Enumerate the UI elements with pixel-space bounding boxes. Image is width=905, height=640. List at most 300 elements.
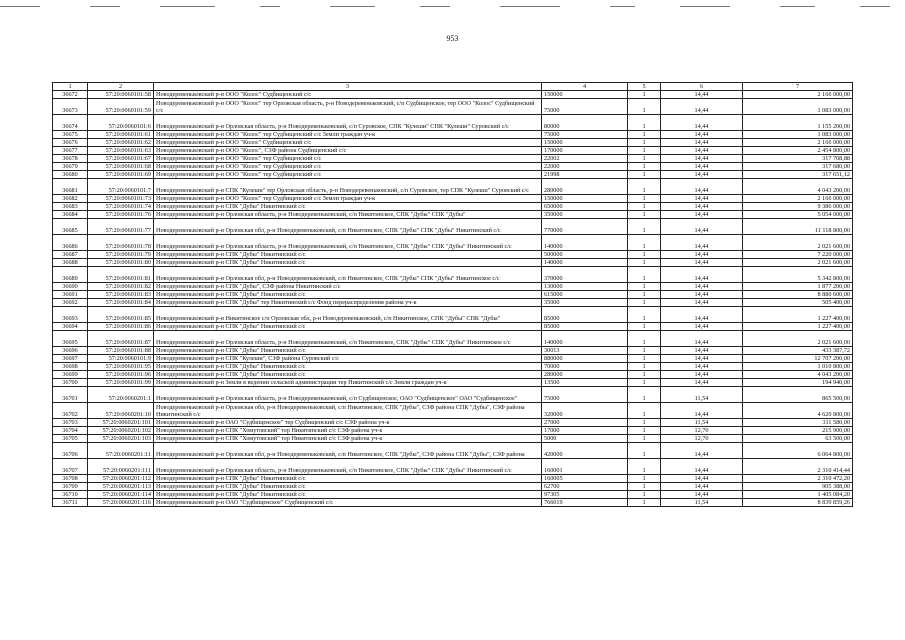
cadastral-number: 57:20:0060101:76 — [88, 211, 154, 219]
row-number: 36695 — [53, 331, 88, 347]
rate-value: 14,44 — [661, 235, 743, 251]
location-address: Новодеревеньковский р-н СПК "Дубы" Никитинский с/с — [154, 491, 542, 499]
rate-value: 14,44 — [661, 171, 743, 179]
rate-value: 14,44 — [661, 131, 743, 139]
location-address: Новодеревеньковский р-н СПК "Дубы" Никитинский с/с — [154, 203, 542, 211]
table-row — [53, 251, 853, 259]
table-row — [53, 211, 853, 219]
table-row — [53, 99, 853, 115]
table-row — [53, 259, 853, 267]
rate-value: 14,44 — [661, 403, 743, 419]
location-address: Новодеревеньковский р-н Орловская обл, р-н Новодеревеньковский, с/п Никитинское, СПК "Дубы" СПК "Дубы" Никитинское с/с — [154, 267, 542, 283]
cadastral-cost: 317 651,12 — [743, 171, 853, 179]
count-value: 1 — [628, 331, 661, 347]
area-value: 160005 — [542, 475, 628, 483]
cadastral-number: 57:20:0060101:74 — [88, 203, 154, 211]
location-address: Новодеревеньковский р-н СПК "Дубы", СЗФ района Никитинский с/с — [154, 283, 542, 291]
location-address: Новодеревеньковский р-н Земли в ведении сельской администрации тер Никитинский с/с Земли граждан уч-к — [154, 379, 542, 387]
count-value: 1 — [628, 427, 661, 435]
cadastral-cost: 1 083 000,00 — [743, 99, 853, 115]
page-number: 953 — [446, 34, 459, 43]
location-address: Новодеревеньковский р-н ООО "Колос" тер Орловская область, р-н Новодеревеньковский, с/п Судбищенское, тер ООО "Колос" Судбищенский с/с — [154, 99, 542, 115]
location-address: Новодеревеньковский р-н Орловская область, р-н Новодеревеньковский, с/п Никитинское, СПК "Дубы" СПК "Дубы" Никитинский с/с — [154, 459, 542, 475]
column-header: 4 — [542, 83, 628, 91]
cadastral-number: 57:20:0060101:67 — [88, 155, 154, 163]
area-value: 170000 — [542, 147, 628, 155]
row-number: 36705 — [53, 435, 88, 443]
location-address: Новодеревеньковский р-н Орловская обл, р-н Новодеревеньковский, с/п Никитинское, СПК "Дубы" СПК "Дубы" Никитинский с/с — [154, 219, 542, 235]
scan-edge-artifact — [0, 0, 905, 14]
cadastral-number: 57:20:0060101:83 — [88, 291, 154, 299]
count-value: 1 — [628, 403, 661, 419]
rate-value: 14,44 — [661, 475, 743, 483]
table-row — [53, 499, 853, 507]
row-number: 36702 — [53, 403, 88, 419]
cadastral-number: 57:20:0060101:78 — [88, 235, 154, 251]
cadastral-number: 57:20:0060101:59 — [88, 99, 154, 115]
count-value: 1 — [628, 483, 661, 491]
row-number: 36701 — [53, 387, 88, 403]
table-row — [53, 219, 853, 235]
row-number: 36672 — [53, 91, 88, 99]
count-value: 1 — [628, 363, 661, 371]
area-value: 21998 — [542, 171, 628, 179]
location-address: Новодеревеньковский р-н СПК "Дубы" Никитинский с/с — [154, 363, 542, 371]
table-row — [53, 163, 853, 171]
cadastral-number: 57:20:0060201:113 — [88, 483, 154, 491]
cadastral-cost: 865 500,00 — [743, 387, 853, 403]
count-value: 1 — [628, 291, 661, 299]
area-value: 880000 — [542, 355, 628, 363]
cadastral-cost: 8 880 600,00 — [743, 291, 853, 299]
table-row — [53, 459, 853, 475]
cadastral-cost: 2 310 472,20 — [743, 475, 853, 483]
row-number: 36706 — [53, 443, 88, 459]
area-value: 280000 — [542, 371, 628, 379]
count-value: 1 — [628, 195, 661, 203]
row-number: 36704 — [53, 427, 88, 435]
cadastral-cost: 63 500,00 — [743, 435, 853, 443]
count-value: 1 — [628, 283, 661, 291]
row-number: 36709 — [53, 483, 88, 491]
row-number: 36674 — [53, 115, 88, 131]
count-value: 1 — [628, 139, 661, 147]
count-value: 1 — [628, 387, 661, 403]
location-address: Новодеревеньковский р-н СПК "Дубы" Никитинский с/с — [154, 371, 542, 379]
row-number: 36692 — [53, 299, 88, 307]
rate-value: 14,44 — [661, 363, 743, 371]
cadastral-number: 57:20:0060101:99 — [88, 379, 154, 387]
row-number: 36679 — [53, 163, 88, 171]
table-row — [53, 419, 853, 427]
area-value: 70000 — [542, 363, 628, 371]
area-value: 85000 — [542, 323, 628, 331]
rate-value: 14,44 — [661, 203, 743, 211]
table-row — [53, 139, 853, 147]
count-value: 1 — [628, 323, 661, 331]
table-row — [53, 179, 853, 195]
row-number: 36710 — [53, 491, 88, 499]
location-address: Новодеревеньковский р-н СПК "Хомутовский" тер Никитинский с/с СЗФ района уч-к — [154, 435, 542, 443]
row-number: 36711 — [53, 499, 88, 507]
cadastral-number: 57:20:0060101:87 — [88, 331, 154, 347]
area-value: 85000 — [542, 307, 628, 323]
table-row — [53, 363, 853, 371]
rate-value: 14,44 — [661, 483, 743, 491]
count-value: 1 — [628, 459, 661, 475]
count-value: 1 — [628, 419, 661, 427]
row-number: 36683 — [53, 203, 88, 211]
table-row — [53, 91, 853, 99]
table-row — [53, 195, 853, 203]
rate-value: 14,44 — [661, 211, 743, 219]
cadastral-cost: 1 877 200,00 — [743, 283, 853, 291]
cadastral-cost: 1 227 400,00 — [743, 307, 853, 323]
area-value: 320000 — [542, 403, 628, 419]
count-value: 1 — [628, 491, 661, 499]
location-address: Новодеревеньковский р-н Никитинское с/п Орловская обл, р-н Новодеревеньковский, с/п Никитинское, СПК "Дубы" СПК "Дубы" — [154, 307, 542, 323]
row-number: 36677 — [53, 147, 88, 155]
area-value: 615000 — [542, 291, 628, 299]
location-address: Новодеревеньковский р-н СПК "Дубы" Никитинский с/с — [154, 323, 542, 331]
area-value: 75000 — [542, 387, 628, 403]
area-value: 150000 — [542, 195, 628, 203]
count-value: 1 — [628, 379, 661, 387]
rate-value: 14,44 — [661, 459, 743, 475]
area-value: 770000 — [542, 219, 628, 235]
row-number: 36693 — [53, 307, 88, 323]
area-value: 370000 — [542, 267, 628, 283]
column-header: 5 — [628, 83, 661, 91]
rate-value: 14,44 — [661, 491, 743, 499]
cadastral-number: 57:20:0060101:96 — [88, 371, 154, 379]
location-address: Новодеревеньковский р-н СПК "Кулеши" тер Орловская область, р-н Новодеревеньковский, с/п Суровское, тер СПК "Кулеши" Суровский с/с — [154, 179, 542, 195]
row-number: 36703 — [53, 419, 88, 427]
table-row — [53, 331, 853, 347]
count-value: 1 — [628, 91, 661, 99]
rate-value: 11,54 — [661, 387, 743, 403]
location-address: Новодеревеньковский р-н СПК "Дубы" Никитинский с/с — [154, 291, 542, 299]
table-row — [53, 387, 853, 403]
area-value: 280000 — [542, 179, 628, 195]
rate-value: 14,44 — [661, 115, 743, 131]
cadastral-number: 57:20:0060101:63 — [88, 147, 154, 155]
area-value: 80000 — [542, 115, 628, 131]
cadastral-cost: 317 708,88 — [743, 155, 853, 163]
area-value: 35000 — [542, 299, 628, 307]
cadastral-cost: 2 021 600,00 — [743, 331, 853, 347]
row-number: 36675 — [53, 131, 88, 139]
location-address: Новодеревеньковский р-н Орловская область, р-н Новодеревеньковский, с/п Судбищенское, ОАО "Судбищенское" ОАО "Судбищенское" — [154, 387, 542, 403]
table-row — [53, 443, 853, 459]
table-row — [53, 323, 853, 331]
cadastral-cost: 8 839 859,26 — [743, 499, 853, 507]
count-value: 1 — [628, 171, 661, 179]
table-row — [53, 347, 853, 355]
area-value: 150000 — [542, 91, 628, 99]
count-value: 1 — [628, 371, 661, 379]
count-value: 1 — [628, 435, 661, 443]
location-address: Новодеревеньковский р-н СПК "Дубы" Никитинский с/с — [154, 347, 542, 355]
table-row — [53, 307, 853, 323]
row-number: 36680 — [53, 171, 88, 179]
table-row — [53, 483, 853, 491]
cadastral-number: 57:20:0060101:95 — [88, 363, 154, 371]
row-number: 36678 — [53, 155, 88, 163]
count-value: 1 — [628, 499, 661, 507]
row-number: 36697 — [53, 355, 88, 363]
table-row — [53, 291, 853, 299]
cadastral-number: 57:20:0060101:9 — [88, 355, 154, 363]
table-row — [53, 203, 853, 211]
area-value: 22002 — [542, 155, 628, 163]
count-value: 1 — [628, 179, 661, 195]
row-number: 36699 — [53, 371, 88, 379]
cadastral-cost: 2 021 600,00 — [743, 235, 853, 251]
cadastral-cost: 4 043 200,00 — [743, 371, 853, 379]
rate-value: 14,44 — [661, 283, 743, 291]
cadastral-number: 57:20:0060101:80 — [88, 259, 154, 267]
count-value: 1 — [628, 443, 661, 459]
cadastral-number: 57:20:0060201:111 — [88, 459, 154, 475]
area-value: 140000 — [542, 331, 628, 347]
area-value: 350000 — [542, 211, 628, 219]
location-address: Новодеревеньковский р-н ООО "Колос" тер Судбищенский с/с — [154, 171, 542, 179]
rate-value: 14,44 — [661, 139, 743, 147]
rate-value: 14,44 — [661, 267, 743, 283]
cadastral-number: 57:20:0060101:85 — [88, 307, 154, 323]
rate-value: 14,44 — [661, 379, 743, 387]
location-address: Новодеревеньковский р-н СПК "Хомутовский" тер Никитинский с/с СЗФ района уч-к — [154, 427, 542, 435]
cadastral-number: 57:20:0060101:82 — [88, 283, 154, 291]
area-value: 5000 — [542, 435, 628, 443]
location-address: Новодеревеньковский р-н СПК "Кулеши", СЗФ района Суровский с/с — [154, 355, 542, 363]
table-row — [53, 475, 853, 483]
table-row — [53, 355, 853, 363]
area-value: 97305 — [542, 491, 628, 499]
cadastral-number: 57:20:0060101:77 — [88, 219, 154, 235]
count-value: 1 — [628, 355, 661, 363]
table-row — [53, 283, 853, 291]
rate-value: 14,44 — [661, 291, 743, 299]
rate-value: 14,44 — [661, 251, 743, 259]
cadastral-number: 57:20:0060101:84 — [88, 299, 154, 307]
area-value: 75000 — [542, 99, 628, 115]
table-row — [53, 491, 853, 499]
rate-value: 14,44 — [661, 331, 743, 347]
count-value: 1 — [628, 259, 661, 267]
cadastral-number: 57:20:0060201:101 — [88, 419, 154, 427]
table-row — [53, 171, 853, 179]
count-value: 1 — [628, 347, 661, 355]
rate-value: 14,44 — [661, 371, 743, 379]
cadastral-number: 57:20:0060101:79 — [88, 251, 154, 259]
count-value: 1 — [628, 203, 661, 211]
table-row — [53, 379, 853, 387]
cadastral-cost: 905 388,00 — [743, 483, 853, 491]
count-value: 1 — [628, 211, 661, 219]
row-number: 36687 — [53, 251, 88, 259]
row-number: 36689 — [53, 267, 88, 283]
cadastral-number: 57:20:0060101:81 — [88, 267, 154, 283]
cadastral-number: 57:20:0060101:73 — [88, 195, 154, 203]
location-address: Новодеревеньковский р-н СПК "Дубы" Никитинский с/с — [154, 483, 542, 491]
table-row — [53, 147, 853, 155]
cadastral-number: 57:20:0060101:88 — [88, 347, 154, 355]
area-value: 130000 — [542, 283, 628, 291]
row-number: 36694 — [53, 323, 88, 331]
rate-value: 12,70 — [661, 435, 743, 443]
row-number: 36708 — [53, 475, 88, 483]
rate-value: 14,44 — [661, 323, 743, 331]
area-value: 140000 — [542, 235, 628, 251]
rate-value: 14,44 — [661, 307, 743, 323]
row-number: 36682 — [53, 195, 88, 203]
location-address: Новодеревеньковский р-н СПК "Дубы" Никитинский с/с — [154, 251, 542, 259]
area-value: 140000 — [542, 259, 628, 267]
cadastral-number: 57:20:0060201:116 — [88, 499, 154, 507]
location-address: Новодеревеньковский р-н ООО "Колос" тер Судбищенский с/с — [154, 163, 542, 171]
row-number: 36673 — [53, 99, 88, 115]
location-address: Новодеревеньковский р-н Орловская обл, р-н Новодеревеньковский, с/п Никитинское, СПК "Дубы", СЗФ района СПК "Дубы", СЗФ района — [154, 443, 542, 459]
area-value: 13500 — [542, 379, 628, 387]
location-address: Новодеревеньковский р-н ООО "Колос" тер Судбищенский с/с Земли граждан уч-к — [154, 195, 542, 203]
cadastral-cost: 5 054 000,00 — [743, 211, 853, 219]
cadastral-cost: 505 400,00 — [743, 299, 853, 307]
location-address: Новодеревеньковский р-н ООО "Колос" Судбищенский с/с — [154, 139, 542, 147]
cadastral-cost: 2 166 000,00 — [743, 91, 853, 99]
table-row — [53, 435, 853, 443]
table-row — [53, 403, 853, 419]
column-header: 1 — [53, 83, 88, 91]
rate-value: 14,44 — [661, 299, 743, 307]
cadastral-cost: 311 580,00 — [743, 419, 853, 427]
area-value: 160001 — [542, 459, 628, 475]
location-address: Новодеревеньковский р-н СПК "Дубы" Никитинский с/с — [154, 475, 542, 483]
location-address: Новодеревеньковский р-н ООО "Колос" тер Судбищенский с/с Земли граждан уч-к — [154, 131, 542, 139]
cadastral-number: 57:20:0060101:58 — [88, 91, 154, 99]
column-header: 7 — [743, 83, 853, 91]
location-address: Новодеревеньковский р-н ОАО "Судбищенское" тер Судбищенский с/с СЗФ района уч-к — [154, 419, 542, 427]
table-row — [53, 131, 853, 139]
rate-value: 14,44 — [661, 195, 743, 203]
table-row — [53, 235, 853, 251]
table-row — [53, 115, 853, 131]
location-address: Новодеревеньковский р-н ООО "Колос", СЗФ района Судбищенский с/с — [154, 147, 542, 155]
location-address: Новодеревеньковский р-н Орловская область, р-н Новодеревеньковский, с/п Никитинское, СПК "Дубы" СПК "Дубы" Никитинское с/с — [154, 331, 542, 347]
row-number: 36686 — [53, 235, 88, 251]
area-value: 62700 — [542, 483, 628, 491]
cadastral-cost: 4 620 800,00 — [743, 403, 853, 419]
cadastral-cost: 9 386 000,00 — [743, 203, 853, 211]
cadastral-cost: 2 454 800,00 — [743, 147, 853, 155]
location-address: Новодеревеньковский р-н СПК "Дубы" тер Никитинский с/с Фонд перераспределения района уч-к — [154, 299, 542, 307]
count-value: 1 — [628, 251, 661, 259]
rate-value: 14,44 — [661, 347, 743, 355]
cadastral-number: 57:20:0060201:10 — [88, 403, 154, 419]
cadastral-cost: 12 707 200,00 — [743, 355, 853, 363]
column-number-row — [53, 83, 853, 91]
cadastral-cost: 7 220 000,00 — [743, 251, 853, 259]
location-address: Новодеревеньковский р-н ОАО "Судбищенское" Судбищенский с/с — [154, 499, 542, 507]
rate-value: 14,44 — [661, 99, 743, 115]
area-value: 22000 — [542, 163, 628, 171]
cadastral-number: 57:20:0060201:1 — [88, 387, 154, 403]
row-number: 36707 — [53, 459, 88, 475]
cadastral-number: 57:20:0060201:114 — [88, 491, 154, 499]
row-number: 36676 — [53, 139, 88, 147]
row-number: 36698 — [53, 363, 88, 371]
rate-value: 14,44 — [661, 443, 743, 459]
row-number: 36691 — [53, 291, 88, 299]
table-row — [53, 427, 853, 435]
cadastral-cost: 2 166 000,00 — [743, 195, 853, 203]
count-value: 1 — [628, 267, 661, 283]
row-number: 36690 — [53, 283, 88, 291]
count-value: 1 — [628, 131, 661, 139]
cadastral-cost: 4 043 200,00 — [743, 179, 853, 195]
cadastral-cost: 2 310 414,44 — [743, 459, 853, 475]
area-value: 420000 — [542, 443, 628, 459]
cadastral-cost: 2 021 600,00 — [743, 259, 853, 267]
location-address: Новодеревеньковский р-н Орловская область, р-н Новодеревеньковский, с/п Никитинское, СПК "Дубы" СПК "Дубы" — [154, 211, 542, 219]
count-value: 1 — [628, 163, 661, 171]
cadastral-number: 57:20:0060201:102 — [88, 427, 154, 435]
cadastral-cost: 1 155 200,00 — [743, 115, 853, 131]
cadastral-number: 57:20:0060101:69 — [88, 171, 154, 179]
count-value: 1 — [628, 115, 661, 131]
column-header: 3 — [154, 83, 542, 91]
area-value: 75000 — [542, 131, 628, 139]
cadastral-number: 57:20:0060101:7 — [88, 179, 154, 195]
count-value: 1 — [628, 307, 661, 323]
area-value: 17000 — [542, 427, 628, 435]
location-address: Новодеревеньковский р-н Орловская область, р-н Новодеревеньковский, с/п Суровское, СПК "Кулеши" СПК "Кулеши" Суровский с/с — [154, 115, 542, 131]
cadastral-number: 57:20:0060201:112 — [88, 475, 154, 483]
row-number: 36696 — [53, 347, 88, 355]
cadastral-register-table — [52, 82, 853, 507]
rate-value: 14,44 — [661, 155, 743, 163]
cadastral-cost: 194 940,00 — [743, 379, 853, 387]
count-value: 1 — [628, 299, 661, 307]
count-value: 1 — [628, 219, 661, 235]
count-value: 1 — [628, 147, 661, 155]
table-row — [53, 155, 853, 163]
area-value: 766019 — [542, 499, 628, 507]
rate-value: 14,44 — [661, 147, 743, 155]
area-value: 650000 — [542, 203, 628, 211]
rate-value: 14,44 — [661, 91, 743, 99]
cadastral-cost: 215 900,00 — [743, 427, 853, 435]
rate-value: 14,44 — [661, 179, 743, 195]
table-row — [53, 267, 853, 283]
rate-value: 12,70 — [661, 427, 743, 435]
rate-value: 11,54 — [661, 419, 743, 427]
cadastral-cost: 317 680,00 — [743, 163, 853, 171]
rate-value: 14,44 — [661, 163, 743, 171]
cadastral-number: 57:20:0060201:103 — [88, 435, 154, 443]
row-number: 36684 — [53, 211, 88, 219]
location-address: Новодеревеньковский р-н Орловская область, р-н Новодеревеньковский, с/п Никитинское, СПК "Дубы" СПК "Дубы" Никитинский с/с — [154, 235, 542, 251]
row-number: 36685 — [53, 219, 88, 235]
row-number: 36688 — [53, 259, 88, 267]
cadastral-number: 57:20:0060101:62 — [88, 139, 154, 147]
cadastral-cost: 11 118 800,00 — [743, 219, 853, 235]
cadastral-cost: 1 405 084,20 — [743, 491, 853, 499]
location-address: Новодеревеньковский р-н СПК "Дубы" Никитинский с/с — [154, 259, 542, 267]
location-address: Новодеревеньковский р-н ООО "Колос" тер Судбищенский с/с — [154, 155, 542, 163]
rate-value: 14,44 — [661, 259, 743, 267]
